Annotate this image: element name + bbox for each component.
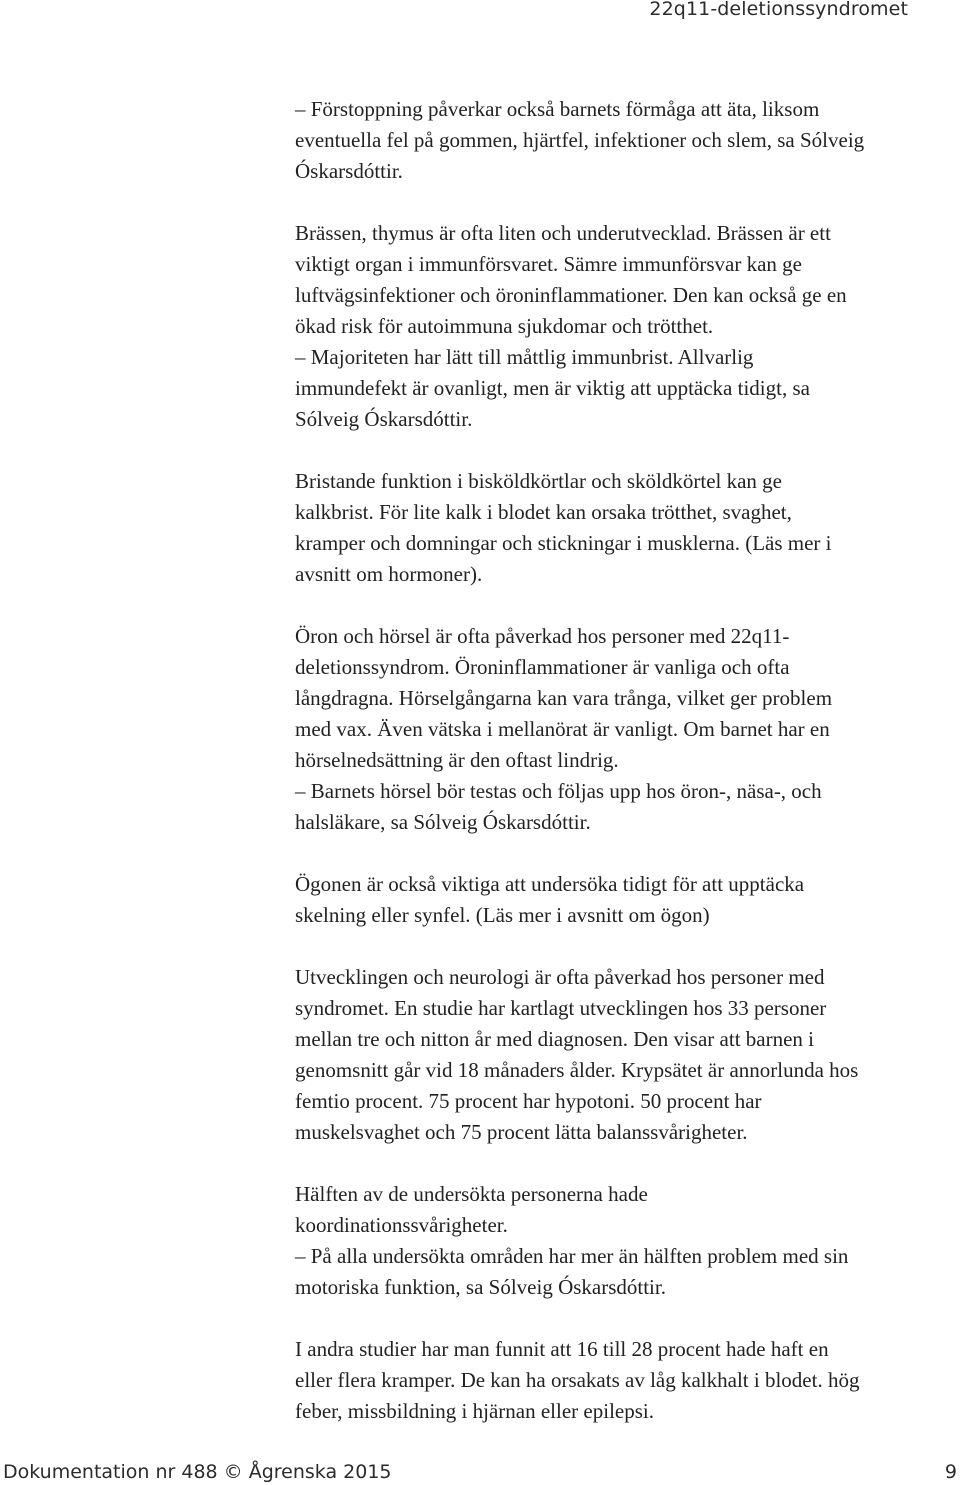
text-line: muskelsvaghet och 75 procent lätta balanssvårigheter. xyxy=(295,1120,748,1144)
text-line: halsläkare, sa Sólveig Óskarsdóttir. xyxy=(295,810,591,834)
page-number: 9 xyxy=(944,1461,957,1483)
text-line: Bristande funktion i bisköldkörtlar och sköldkörtel kan ge xyxy=(295,469,782,493)
text-line: eller flera kramper. De kan ha orsakats av låg kalkhalt i blodet. hög xyxy=(295,1368,860,1392)
text-line: Utvecklingen och neurologi är ofta påverkad hos personer med xyxy=(295,965,825,989)
text-line: I andra studier har man funnit att 16 till 28 procent hade haft en xyxy=(295,1337,829,1361)
text-line: – På alla undersökta områden har mer än hälften problem med sin xyxy=(295,1244,849,1268)
text-line: Öron och hörsel är ofta påverkad hos personer med 22q11- xyxy=(295,624,790,648)
text-line: femtio procent. 75 procent har hypotoni. 50 procent har xyxy=(295,1089,762,1113)
text-line: genomsnitt går vid 18 månaders ålder. Krypsätet är annorlunda hos xyxy=(295,1058,859,1082)
paragraph-thymus xyxy=(295,218,935,435)
text-line: mellan tre och nitton år med diagnosen. Den visar att barnen i xyxy=(295,1027,815,1051)
text-line: feber, missbildning i hjärnan eller epilepsi. xyxy=(295,1399,654,1423)
text-line: – Barnets hörsel bör testas och följas upp hos öron-, näsa-, och xyxy=(295,779,822,803)
text-line: viktigt organ i immunförsvaret. Sämre immunförsvar kan ge xyxy=(295,252,803,276)
text-line: kramper och domningar och stickningar i musklerna. (Läs mer i xyxy=(295,531,832,555)
text-line: – Majoriteten har lätt till måttlig immunbrist. Allvarlig xyxy=(295,345,754,369)
text-line: kalkbrist. För lite kalk i blodet kan orsaka trötthet, svaghet, xyxy=(295,500,792,524)
text-line: Ögonen är också viktiga att undersöka tidigt för att upptäcka xyxy=(295,872,805,896)
paragraph-constipation xyxy=(295,94,935,187)
text-line: syndromet. En studie har kartlagt utvecklingen hos 33 personer xyxy=(295,996,827,1020)
text-line: Sólveig Óskarsdóttir. xyxy=(295,407,473,431)
text-line: avsnitt om hormoner). xyxy=(295,562,483,586)
text-line: motoriska funktion, sa Sólveig Óskarsdóttir. xyxy=(295,1275,666,1299)
text-line: immundefekt är ovanligt, men är viktig att upptäcka tidigt, sa xyxy=(295,376,810,400)
running-header-title: 22q11-deletionssyndromet xyxy=(649,0,908,20)
text-line: långdragna. Hörselgångarna kan vara trånga, vilket ger problem xyxy=(295,686,833,710)
text-line: Brässen, thymus är ofta liten och underutvecklad. Brässen är ett xyxy=(295,221,831,245)
text-line: Óskarsdóttir. xyxy=(295,159,403,183)
footer-publication: Dokumentation nr 488 © Ågrenska 2015 xyxy=(3,1461,392,1483)
text-line: ökad risk för autoimmuna sjukdomar och trötthet. xyxy=(295,314,714,338)
text-line: hörselnedsättning är den oftast lindrig. xyxy=(295,748,619,772)
text-line: luftvägsinfektioner och öroninflammationer. Den kan också ge en xyxy=(295,283,847,307)
page-footer xyxy=(3,1460,960,1485)
text-line: koordinationssvårigheter. xyxy=(295,1213,508,1237)
paragraph-seizures xyxy=(295,1334,935,1427)
document-body xyxy=(295,94,935,1427)
paragraph-parathyroid xyxy=(295,466,935,590)
paragraph-hearing xyxy=(295,621,935,838)
text-line: deletionssyndrom. Öroninflammationer är vanliga och ofta xyxy=(295,655,790,679)
text-line: skelning eller synfel. (Läs mer i avsnitt om ögon) xyxy=(295,903,710,927)
text-line: Hälften av de undersökta personerna hade xyxy=(295,1182,648,1206)
paragraph-development xyxy=(295,962,935,1148)
text-line: med vax. Även vätska i mellanörat är vanligt. Om barnet har en xyxy=(295,717,830,741)
text-line: eventuella fel på gommen, hjärtfel, infektioner och slem, sa Sólveig xyxy=(295,128,865,152)
paragraph-eyes xyxy=(295,869,935,931)
paragraph-coordination xyxy=(295,1179,935,1303)
text-line: – Förstoppning påverkar också barnets förmåga att äta, liksom xyxy=(295,97,820,121)
